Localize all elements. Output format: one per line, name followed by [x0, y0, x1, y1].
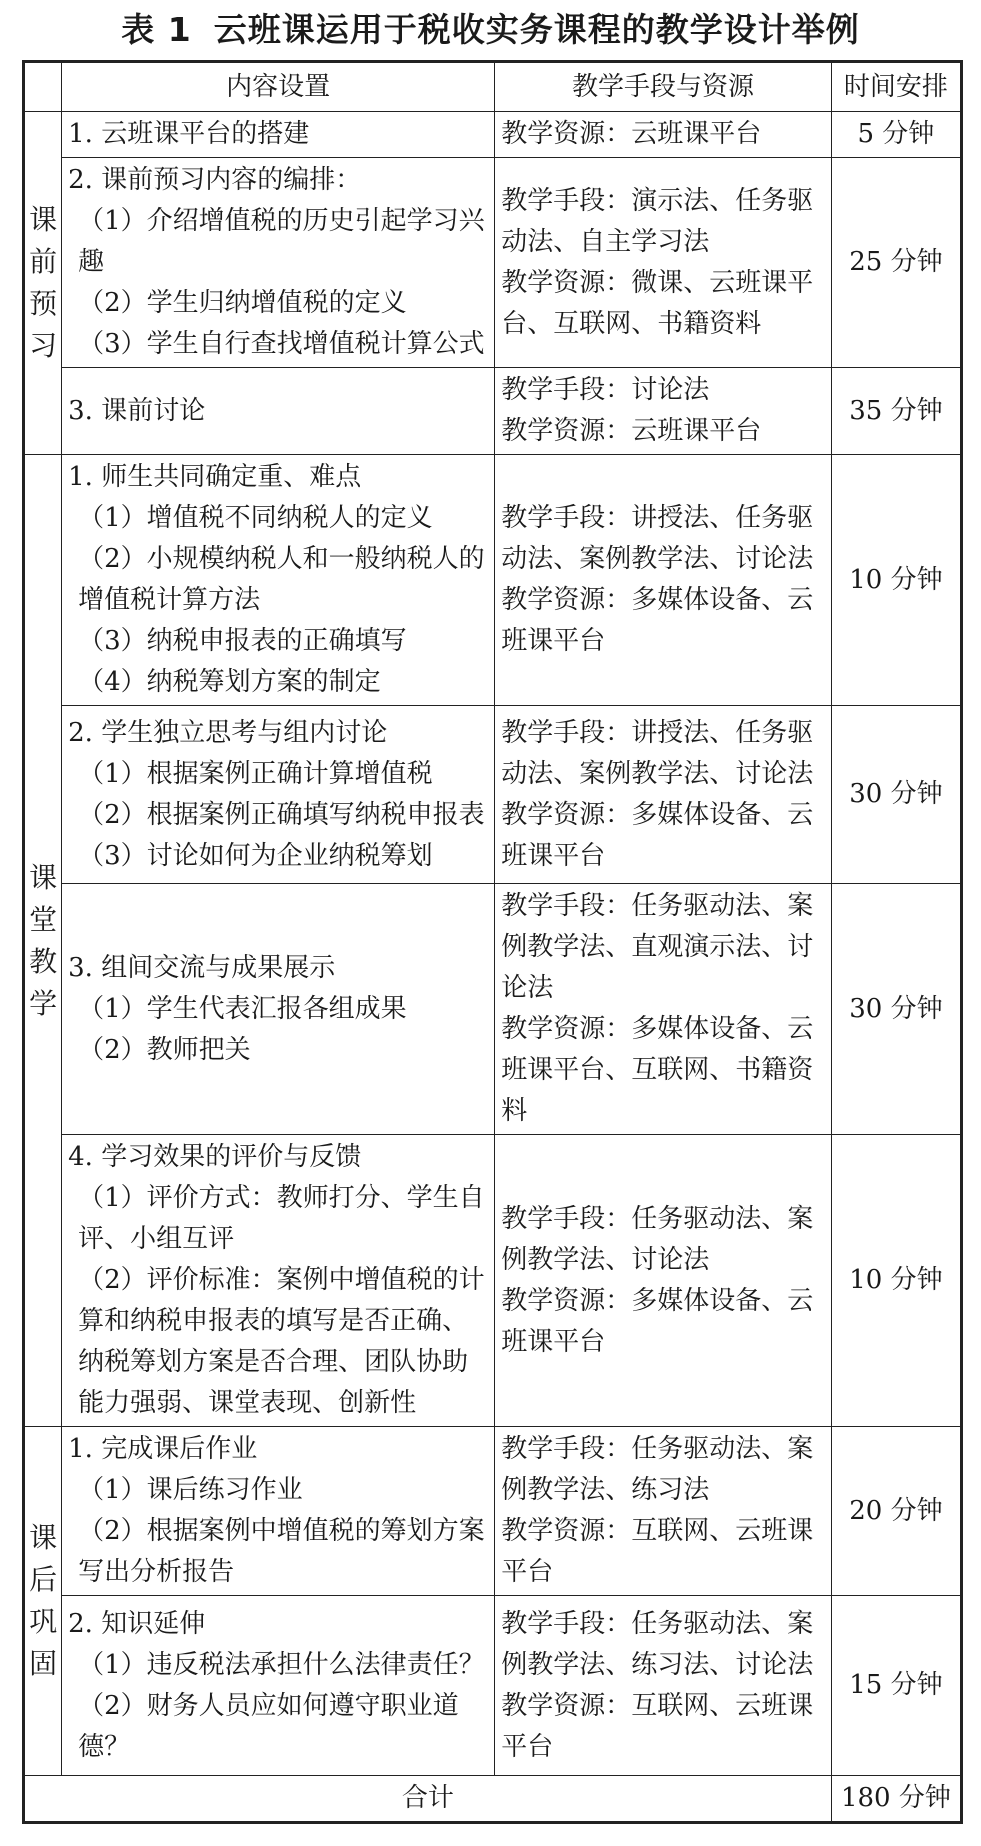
- category-char: 前: [29, 245, 58, 278]
- resources-line: 教学资源：互联网、云班课平台: [501, 1690, 814, 1762]
- content-line: （1）课后练习作业: [78, 1475, 303, 1505]
- resources-line: 教学手段：讲授法、任务驱动法、案例教学法、讨论法: [501, 717, 814, 789]
- resources-cell: [495, 368, 832, 455]
- resources-line: 教学资源：云班课平台: [501, 416, 762, 446]
- teaching-design-table: [22, 60, 963, 1824]
- content-line: （2）根据案例正确填写纳税申报表: [78, 799, 485, 830]
- category-char: 堂: [29, 902, 58, 936]
- total-time: 180 分钟: [831, 1776, 961, 1823]
- resources-line: 教学手段：演示法、任务驱动法、自主学习法: [501, 185, 814, 257]
- table-row: [24, 706, 962, 884]
- resources-line: 教学手段：任务驱动法、案例教学法、练习法、讨论法: [501, 1608, 814, 1680]
- content-line: （1）增值税不同纳税人的定义: [78, 503, 433, 533]
- resources-cell: [495, 112, 832, 158]
- total-row: [24, 1776, 962, 1823]
- table-title: [0, 4, 981, 56]
- content-line: 1. 师生共同确定重、难点: [68, 462, 362, 492]
- resources-cell: [495, 1427, 832, 1596]
- resources-line: 教学手段：任务驱动法、案例教学法、直观演示法、讨论法: [501, 891, 814, 1003]
- resources-cell: [495, 706, 832, 884]
- header-time: 时间安排: [831, 62, 961, 112]
- header-content: 内容设置: [62, 62, 495, 112]
- content-cell: [62, 368, 495, 455]
- table-row: [24, 1596, 962, 1776]
- category-char: 学: [29, 986, 58, 1020]
- content-cell: [62, 1427, 495, 1596]
- table-row: [24, 1427, 962, 1596]
- content-line: （4）纳税筹划方案的制定: [78, 667, 381, 697]
- content-line: （2）学生归纳增值税的定义: [78, 288, 407, 318]
- time-cell: 20 分钟: [831, 1427, 961, 1596]
- resources-cell: [495, 1596, 832, 1776]
- section-category: [24, 455, 62, 1427]
- resources-cell: [495, 884, 832, 1135]
- content-line: 1. 云班课平台的搭建: [68, 119, 310, 149]
- content-line: 3. 组间交流与成果展示: [68, 952, 336, 983]
- content-line: 3. 课前讨论: [68, 395, 206, 426]
- category-char: 课: [29, 1521, 58, 1554]
- category-char: 教: [29, 944, 58, 978]
- time-cell: 25 分钟: [831, 158, 961, 368]
- resources-line: 教学资源：多媒体设备、云班课平台: [501, 585, 814, 656]
- category-char: 预: [29, 287, 58, 320]
- content-line: （3）讨论如何为企业纳税筹划: [78, 840, 433, 871]
- category-char: 固: [29, 1647, 58, 1680]
- section-category: [24, 1427, 62, 1776]
- table-row: [24, 112, 962, 158]
- content-line: 1. 完成课后作业: [68, 1434, 258, 1464]
- category-char: 习: [29, 329, 58, 362]
- content-line: 2. 学生独立思考与组内讨论: [68, 717, 388, 748]
- resources-line: 教学资源：多媒体设备、云班课平台: [501, 1285, 814, 1357]
- table-row: [24, 1135, 962, 1427]
- category-char: 课: [29, 860, 58, 894]
- content-line: （2）财务人员应如何遵守职业道德？: [78, 1690, 459, 1762]
- resources-line: 教学资源：多媒体设备、云班课平台、互联网、书籍资料: [501, 1014, 814, 1126]
- time-cell: 5 分钟: [831, 112, 961, 158]
- table-row: [24, 884, 962, 1135]
- header-category: [24, 62, 62, 112]
- table-row: [24, 158, 962, 368]
- category-char: 巩: [29, 1605, 58, 1638]
- resources-line: 教学手段：讨论法: [501, 375, 710, 405]
- table-row: [24, 368, 962, 455]
- content-line: （3）学生自行查找增值税计算公式: [78, 329, 485, 359]
- table-row: [24, 455, 962, 706]
- resources-cell: [495, 1135, 832, 1427]
- content-line: （1）违反税法承担什么法律责任？: [78, 1649, 485, 1680]
- resources-line: 教学资源：云班课平台: [501, 119, 762, 149]
- content-line: （2）根据案例中增值税的筹划方案写出分析报告: [78, 1516, 485, 1587]
- resources-line: 教学资源：多媒体设备、云班课平台: [501, 799, 814, 871]
- time-cell: 30 分钟: [831, 706, 961, 884]
- time-cell: 10 分钟: [831, 1135, 961, 1427]
- content-line: 4. 学习效果的评价与反馈: [68, 1142, 362, 1172]
- total-label: 合计: [24, 1776, 832, 1823]
- content-line: （2）评价标准：案例中增值税的计算和纳税申报表的填写是否正确、纳税筹划方案是否合理、团队协助能力强弱、课堂表现、创新性: [78, 1265, 485, 1418]
- resources-line: 教学手段：讲授法、任务驱动法、案例教学法、讨论法: [501, 503, 814, 574]
- resources-line: 教学手段：任务驱动法、案例教学法、练习法: [501, 1434, 814, 1505]
- content-line: （1）介绍增值税的历史引起学习兴趣: [78, 206, 485, 277]
- content-cell: [62, 112, 495, 158]
- content-cell: [62, 455, 495, 706]
- table-body: [24, 62, 962, 1823]
- table-number: 表 1: [121, 10, 192, 49]
- content-cell: [62, 1135, 495, 1427]
- content-cell: [62, 706, 495, 884]
- resources-line: 教学资源：互联网、云班课平台: [501, 1516, 814, 1587]
- content-line: （1）评价方式：教师打分、学生自评、小组互评: [78, 1183, 485, 1254]
- content-cell: [62, 1596, 495, 1776]
- category-char: 后: [29, 1563, 58, 1596]
- table-title-text: 云班课运用于税收实务课程的教学设计举例: [213, 10, 860, 49]
- category-char: 课: [29, 203, 58, 236]
- header-row: [24, 62, 962, 112]
- resources-cell: [495, 158, 832, 368]
- content-line: （1）根据案例正确计算增值税: [78, 758, 433, 789]
- time-cell: 10 分钟: [831, 455, 961, 706]
- header-resources: 教学手段与资源: [495, 62, 832, 112]
- content-line: （3）纳税申报表的正确填写: [78, 626, 407, 656]
- time-cell: 35 分钟: [831, 368, 961, 455]
- content-cell: [62, 884, 495, 1135]
- content-line: （1）学生代表汇报各组成果: [78, 993, 407, 1024]
- resources-line: 教学手段：任务驱动法、案例教学法、讨论法: [501, 1203, 814, 1275]
- time-cell: 30 分钟: [831, 884, 961, 1135]
- resources-cell: [495, 455, 832, 706]
- content-line: 2. 知识延伸: [68, 1608, 206, 1639]
- time-cell: 15 分钟: [831, 1596, 961, 1776]
- resources-line: 教学资源：微课、云班课平台、互联网、书籍资料: [501, 267, 814, 339]
- content-line: （2）教师把关: [78, 1034, 251, 1065]
- content-cell: [62, 158, 495, 368]
- content-line: 2. 课前预习内容的编排：: [68, 165, 362, 195]
- section-category: [24, 112, 62, 455]
- content-line: （2）小规模纳税人和一般纳税人的增值税计算方法: [78, 544, 485, 615]
